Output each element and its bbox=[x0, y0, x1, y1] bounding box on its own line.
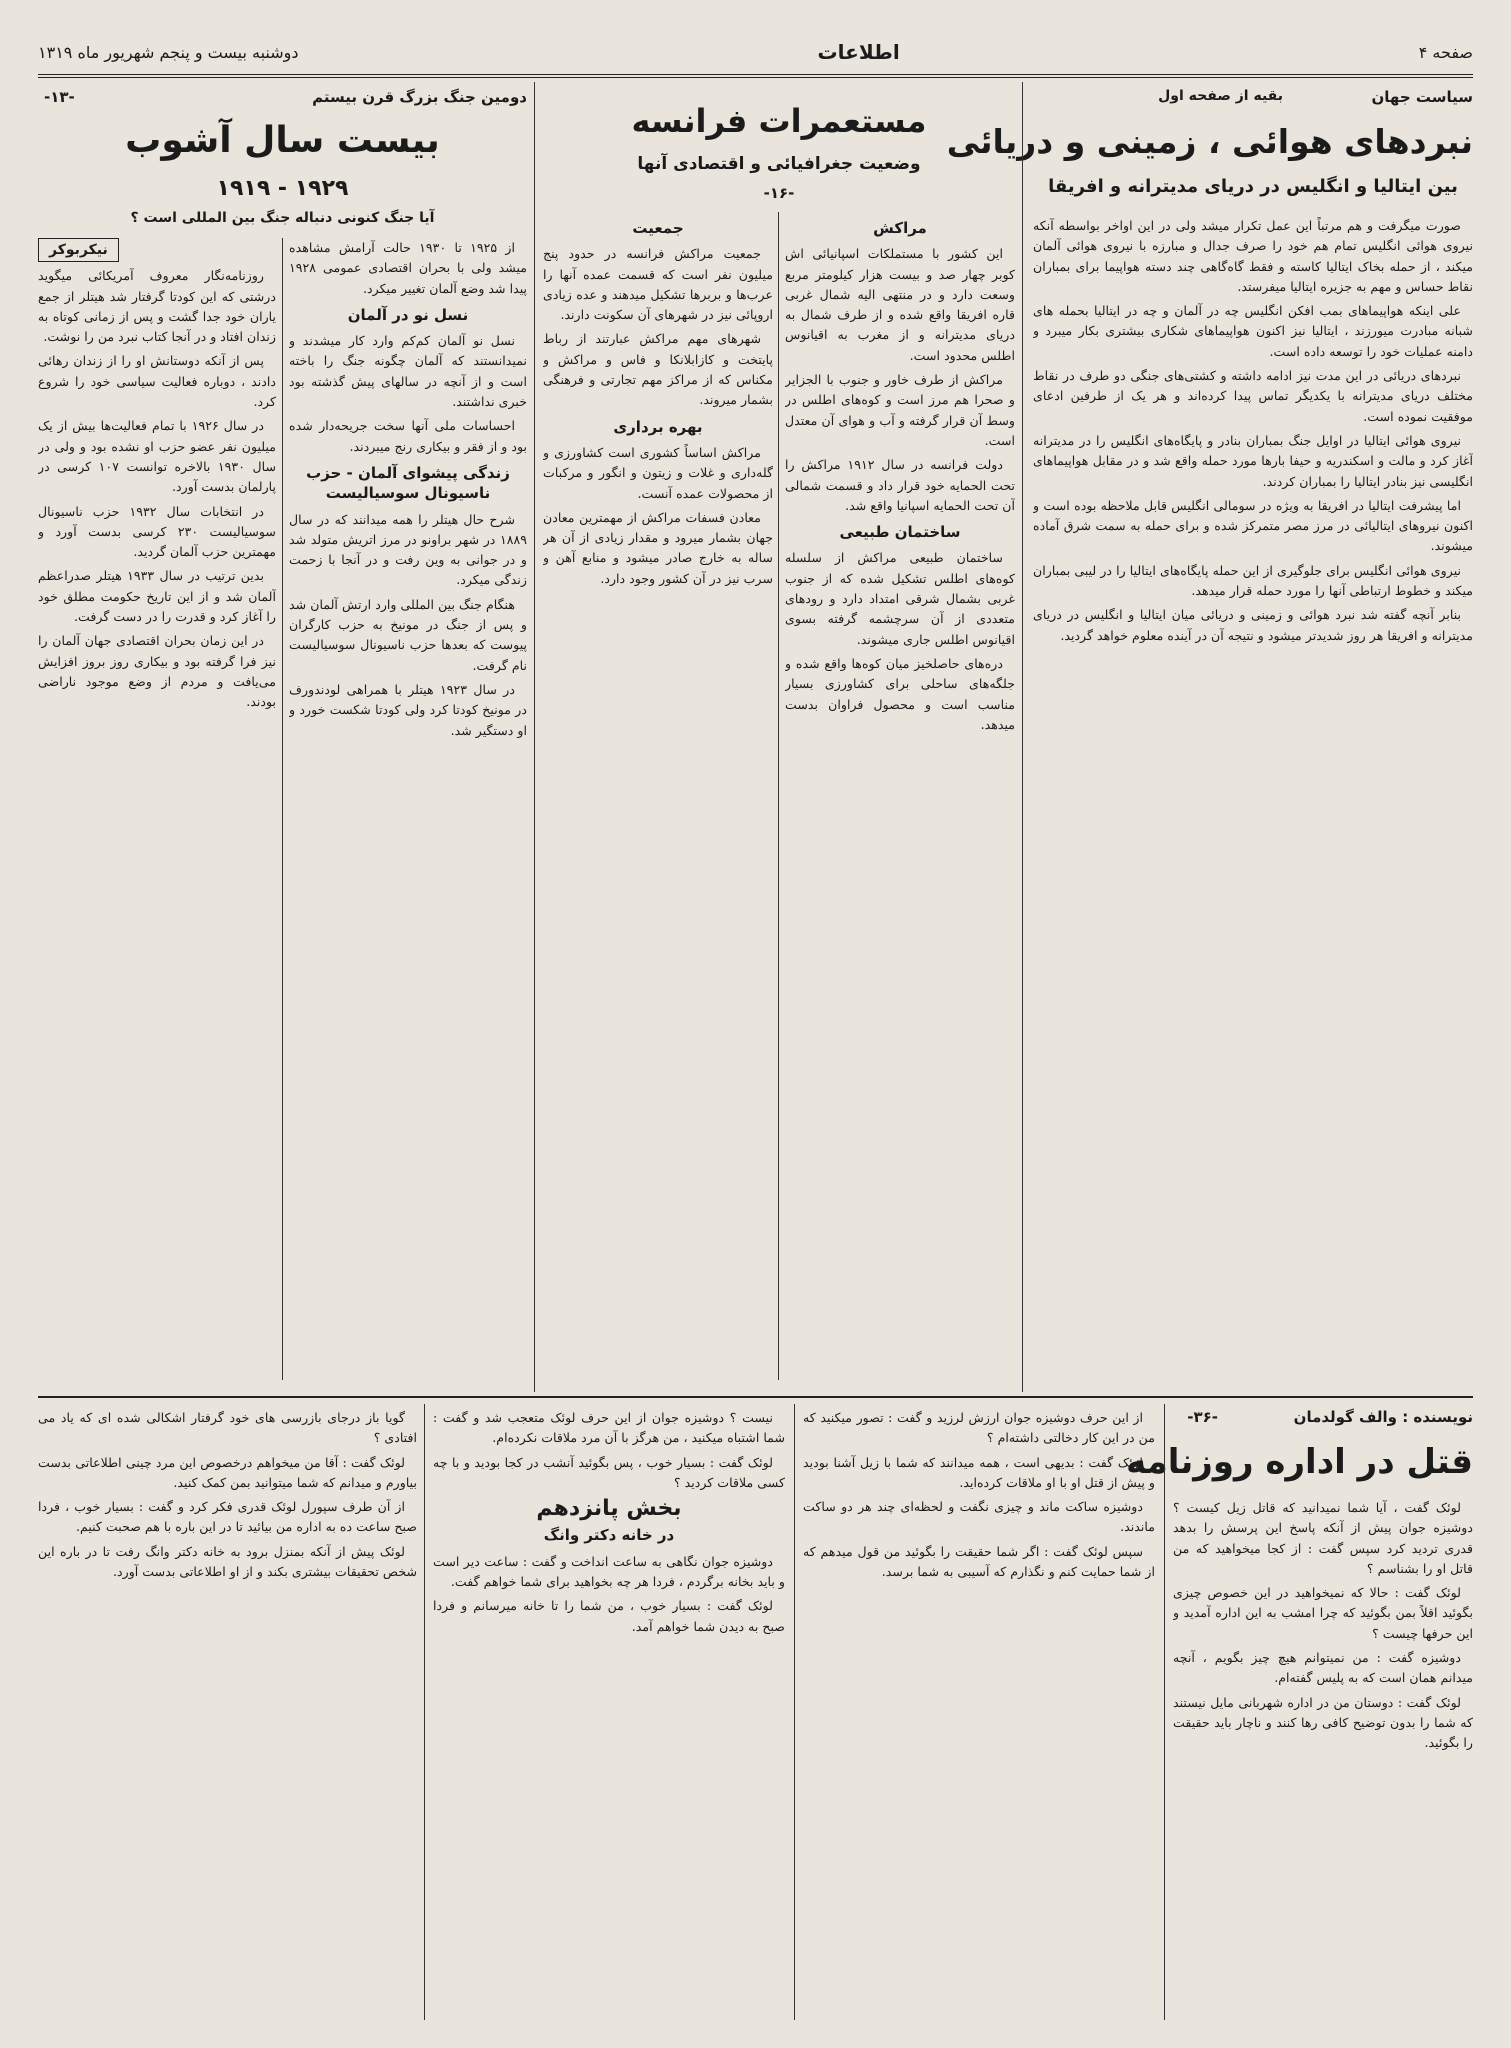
paragraph: نبردهای دریائی در این مدت نیز ادامه داشته و کشتی‌های جنگی دو طرف در نقاط مختلف دریای مدیترانه با یکدیگر تماس پیدا کرده‌اند و هر یک از طرفین ادعای موفقیت نموده است. bbox=[1033, 368, 1473, 424]
paragraph: روزنامه‌نگار معروف آمریکائی میگوید درشتی که این کودتا گرفتار شد هیتلر از جمع یاران خود جدا گشت و پس از زمانی کوتاه به زندان افتاد و در آنجا کتاب نبرد من را نوشت. bbox=[38, 268, 276, 345]
section-heading: زندگی پیشوای آلمان - حزب ناسیونال سوسیالیست bbox=[306, 463, 510, 503]
masthead bbox=[38, 30, 1473, 78]
serial-column-3 bbox=[433, 1408, 785, 2018]
paragraph: لوئک گفت : بدیهی است ، همه میدانند که شما با زیل آشنا بودید و پیش از قتل او با او ملاقات کرده‌اید. bbox=[803, 1454, 1155, 1490]
article-turmoil-b bbox=[38, 238, 276, 1380]
section-heading: نسل نو در آلمان bbox=[347, 305, 469, 324]
page-label: صفحه ۴ bbox=[1418, 42, 1473, 62]
article-turmoil-a bbox=[289, 238, 527, 1380]
paragraph: دره‌های حاصلخیز میان کوه‌ها واقع شده و جلگه‌های ساحلی برای کشاورزی بسیار مناسب است و محصول فراوان بدست میدهد. bbox=[785, 655, 1015, 732]
paragraph: شهرهای مهم مراکش عبارتند از رباط پایتخت و کازابلانکا و فاس و مراکش و مکناس که از مراکز مهم تجارتی و فرهنگی بشمار میروند. bbox=[543, 331, 773, 408]
years-heading: ۱۹۲۹ - ۱۹۱۹ bbox=[216, 176, 349, 201]
paragraph: لوئک گفت : آقا من میخواهم درخصوص این مرد چینی اطلاعاتی بدست بیاورم و میدانم که شما میتوانید بمن کمک کنید. bbox=[38, 1454, 417, 1490]
paper-name: اطلاعات bbox=[817, 40, 900, 64]
paragraph: از آن طرف سپورل لوئک قدری فکر کرد و گفت : بسیار خوب ، فردا صبح ساعت ده به اداره من بیائید تا در این باره با هم صحبت کنیم. bbox=[38, 1499, 417, 1535]
column-rule bbox=[424, 1404, 425, 2020]
paragraph: دوشیزه ساکت ماند و چیزی نگفت و لحظه‌ای چند هر دو ساکت ماندند. bbox=[803, 1499, 1155, 1535]
serial-headline: قتل در اداره روزنامه bbox=[1126, 1442, 1473, 1482]
section-heading: جمعیت bbox=[632, 219, 684, 237]
paragraph: در سال ۱۹۲۳ هیتلر با همراهی لودندورف در مونیخ کودتا کرد ولی کودتا شکست خورد و او دستگیر شد. bbox=[289, 681, 527, 738]
section-heading: مراکش bbox=[873, 219, 927, 237]
paragraph: نیروی هوائی ایتالیا در اوایل جنگ بمباران بنادر و پایگاه‌های انگلیس را در مدیترانه آغاز کرد و مالت و اسکندریه و حیفا بارها مورد حمله واقع شد و در مقابل هواپیماهای انگلیسی نیز بنادر ایتالیا را بمباران کردند. bbox=[1033, 432, 1473, 489]
serial-column-2 bbox=[803, 1408, 1155, 2018]
serial-authors: نویسنده : والف گولدمان bbox=[1293, 1408, 1473, 1426]
subheadline-colonies: وضعیت جغرافیائی و اقتصادی آنها bbox=[637, 154, 921, 174]
paragraph: شرح حال هیتلر را همه میدانند که در سال ۱۸۸۹ در شهر براونو در مرز اتریش متولد شد و در جوانی به وین رفت و در آنجا با زحمت زندگی میکرد. bbox=[289, 511, 527, 588]
article-colonies-b bbox=[543, 212, 773, 1380]
series-number: -۱۳- bbox=[44, 88, 75, 106]
paragraph: از ۱۹۲۵ تا ۱۹۳۰ حالت آرامش مشاهده میشد ولی با بحران اقتصادی عمومی ۱۹۲۸ پیدا شد وضع آلمان تغییر میکرد. bbox=[289, 240, 527, 296]
paragraph: ساختمان طبیعی مراکش از سلسله کوه‌های اطلس تشکیل شده که از جنوب غربی بشمال شرقی امتداد دارد و رودهای متعددی از آن سرچشمه گرفته بسوی اقیانوس اطلس جاری میشوند. bbox=[785, 550, 1015, 647]
paragraph: دولت فرانسه در سال ۱۹۱۲ مراکش را تحت الحمایه خود قرار داد و قسمت شمالی آن تحت الحمایه اسپانیا واقع شد. bbox=[785, 457, 1015, 513]
paragraph: نیست ؟ دوشیزه جوان از این حرف لوئک متعجب شد و گفت : شما اشتباه میکنید ، من هرگز با آن مرد ملاقات نکرده‌ام. bbox=[433, 1410, 785, 1446]
section-kicker: سیاست جهان bbox=[1371, 88, 1473, 106]
headline-battles: نبردهای هوائی ، زمینی و دریائی bbox=[946, 122, 1473, 161]
paragraph: لوئک گفت ، آیا شما نمیدانید که قاتل زیل کیست ؟ دوشیزه جوان پیش از آنکه پاسخ این پرسش را بدهد قدری تردید کرد سپس گفت : از کجا میخواهید که من قاتل او را بشناسم ؟ bbox=[1173, 1500, 1473, 1576]
paragraph: جمعیت مراکش فرانسه در حدود پنج میلیون نفر است که قسمت عمده آنها را عرب‌ها و بربرها تشکیل میدهند و عده زیادی اروپائی نیز در شهرهای آن سکونت دارند. bbox=[543, 246, 773, 323]
paragraph: دوشیزه جوان نگاهی به ساعت انداخت و گفت : ساعت دیر است و باید بخانه برگردم ، فردا هر چه بخواهید برای شما خواهم گفت. bbox=[433, 1553, 785, 1590]
column-rule bbox=[794, 1404, 795, 2020]
paragraph: در این زمان بحران اقتصادی جهان آلمان را نیز فرا گرفته بود و بیکاری روز بروز افزایش می‌یافت و مردم از وضع موجود ناراضی بودند. bbox=[38, 633, 276, 710]
issue-date: دوشنبه بیست و پنجم شهریور ماه ۱۳۱۹ bbox=[38, 42, 299, 62]
paragraph: لوئک پیش از آنکه بمنزل برود به خانه دکتر وانگ رفت تا در باره این شخص تحقیقات بیشتری بکند و از او اطلاعاتی بدست آورد. bbox=[38, 1543, 417, 1580]
paragraph: لوئک گفت : دوستان من در اداره شهربانی مایل نیستند که شما را بدون توضیح کافی رها کنند و ناچار باید حقیقت را بگوئید. bbox=[1173, 1694, 1473, 1751]
chapter-subtitle: در خانه دکتر وانگ bbox=[543, 1526, 675, 1545]
section-heading: ساختمان طبیعی bbox=[839, 523, 961, 542]
subheadline-battles: بین ایتالیا و انگلیس در دریای مدیترانه و افریقا bbox=[1048, 176, 1458, 197]
paragraph: بدین ترتیب در سال ۱۹۳۳ هیتلر صدراعظم آلمان شد و از این تاریخ حکومت مطلق خود را آغاز کرد و قدرت را در دست گرفت. bbox=[38, 568, 276, 625]
headline-turmoil: بیست سال آشوب bbox=[125, 120, 440, 161]
section-divider bbox=[38, 1396, 1473, 1398]
paragraph: بنابر آنچه گفته شد نبرد هوائی و زمینی و دریائی میان ایتالیا و انگلیس در دریای مدیترانه و افریقا هر روز شدیدتر میشود و نتیجه آن در آینده معلوم خواهد گردید. bbox=[1033, 607, 1473, 643]
paragraph: نیروی هوائی انگلیس برای جلوگیری از این حمله پایگاه‌های ایتالیا را در لیبی بمباران میکند و خطوط ارتباطی آنها را مورد حمله قرار میدهد. bbox=[1033, 562, 1473, 599]
paragraph: احساسات ملی آنها سخت جریحه‌دار شده بود و از فقر و بیکاری رنج میبردند. bbox=[289, 418, 527, 454]
serial-column-1 bbox=[1173, 1498, 1473, 2018]
chapter-title: بخش پانزدهم bbox=[536, 1496, 682, 1522]
paragraph: اما پیشرفت ایتالیا در افریقا به ویژه در سومالی انگلیس قابل ملاحظه بوده است و اکنون نیروهای ایتالیائی در مرز مصر متمرکز شده و برای حمله به سمت شرق آماده میشوند. bbox=[1033, 497, 1473, 554]
paragraph: گویا باز درجای بازرسی های خود گرفتار اشکالی شده ای که یاد می افتادی ؟ bbox=[38, 1410, 417, 1446]
paragraph: لوئک گفت : بسیار خوب ، پس بگوئید آنشب در کجا بودید و با چه کسی ملاقات کردید ؟ bbox=[433, 1454, 785, 1490]
paragraph: علی اینکه هواپیماهای بمب افکن انگلیس چه در آلمان و چه در ایتالیا بحمله های شبانه مبادرت میورزند ، ایتالیا نیز اکنون هواپیماهای شکاری بیشتری بکار میبرد و دامنه عملیات خود را توسعه داده است. bbox=[1033, 303, 1473, 359]
paragraph: معادن فسفات مراکش از مهمترین معادن جهان بشمار میرود و مقدار زیادی از آن هر ساله به خارج صادر میشود و منابع آهن و سرب نیز در آن کشور وجود دارد. bbox=[543, 509, 773, 586]
paragraph: هنگام جنگ بین المللی وارد ارتش آلمان شد و پس از جنگ در مونیخ به حزب کارگران پیوست که بعدها حزب ناسیونال سوسیالیست نام گرفت. bbox=[289, 596, 527, 673]
paragraph: این کشور با مستملکات اسپانیائی اش کوبر چهار صد و بیست هزار کیلومتر مربع وسعت دارد و در منتهی الیه شمال غربی قاره افریقا واقع شده و از طرف شمال به دریای مدیترانه و از مغرب به اقیانوس اطلس محدود است. bbox=[785, 246, 1015, 363]
headline-colonies: مستعمرات فرانسه bbox=[631, 102, 927, 140]
paragraph: از این حرف دوشیزه جوان ارزش لرزید و گفت : تصور میکنید که من در این کار دخالتی داشته‌ام ؟ bbox=[803, 1410, 1155, 1446]
paragraph: نسل نو آلمان کم‌کم وارد کار میشدند و نمیدانستند که آلمان چگونه جنگ را باخته است و از آنچه در سالهای پیش گذشته بود خبری نداشتند. bbox=[289, 333, 527, 410]
continued-label: بقیه از صفحه اول bbox=[1158, 88, 1283, 104]
article-battles bbox=[1033, 216, 1473, 1380]
series-number: -۱۶- bbox=[763, 184, 795, 202]
series-kicker: دومین جنگ بزرگ قرن بیستم bbox=[312, 88, 527, 106]
paragraph: در سال ۱۹۲۶ با تمام فعالیت‌ها بیش از یک میلیون نفر عضو حزب او نشده بود و ولی در سال ۱۹۳۰ بالاخره توانست ۱۰۷ کرسی در پارلمان بدست آورد. bbox=[38, 418, 276, 495]
question-heading: آیا جنگ کنونی دنباله جنگ بین المللی است ؟ bbox=[130, 210, 435, 226]
article-colonies-a bbox=[785, 212, 1015, 1380]
serial-column-4 bbox=[38, 1408, 417, 2018]
paragraph: پس از آنکه دوستانش او را از زندان رهائی دادند ، دوباره فعالیت سیاسی خود را شروع کرد. bbox=[38, 353, 276, 410]
paragraph: لوئک گفت : حالا که نمیخواهید در این خصوص چیزی بگوئید اقلاً بمن بگوئید که چرا امشب به این اداره آمدید و این حرفها چیست ؟ bbox=[1173, 1585, 1473, 1641]
paragraph: صورت میگرفت و هم مرتباً این عمل تکرار میشد ولی در این اواخر بواسطه آنکه نیروی هوائی انگلیس تمام هم خود را صرف جدال و مبارزه با نیروی هوائی آلمان میکند ، از حمله بخاک ایتالیا کاسته و فقط گاه‌گاهی چند دسته هواپیما برای بمباران نقاط حساس و مهم به جزیره ایتالیا میفرستد. bbox=[1033, 218, 1473, 294]
section-heading: بهره برداری bbox=[613, 417, 703, 436]
column-rule bbox=[534, 82, 535, 1392]
author-label: نیکربوکر bbox=[38, 238, 119, 262]
paragraph: مراکش از طرف خاور و جنوب با الجزایر و صحرا هم مرز است و کوه‌های اطلس در وسط آن قرار گرفته و آب و هوای آن معتدل است. bbox=[785, 372, 1015, 448]
paragraph: در انتخابات سال ۱۹۳۲ حزب ناسیونال سوسیالیست ۲۳۰ کرسی بدست آورد و مهمترین حزب آلمان گردید. bbox=[38, 503, 276, 560]
newspaper-page bbox=[38, 30, 1473, 2020]
paragraph: لوئک گفت : بسیار خوب ، من شما را تا خانه میرسانم و فردا صبح به دیدن شما خواهم آمد. bbox=[433, 1598, 785, 1634]
paragraph: دوشیزه گفت : من نمیتوانم هیچ چیز بگویم ، آنچه میدانم همان است که به پلیس گفته‌ام. bbox=[1173, 1650, 1473, 1686]
paragraph: مراکش اساساً کشوری است کشاورزی و گله‌داری و غلات و زیتون و انگور و مرکبات از محصولات عمده آنست. bbox=[543, 444, 773, 501]
column-rule bbox=[778, 212, 779, 1380]
serial-number: -۳۶- bbox=[1187, 1408, 1218, 1426]
column-rule bbox=[1022, 82, 1023, 1392]
column-rule bbox=[282, 238, 283, 1380]
paragraph: سپس لوئک گفت : اگر شما حقیقت را بگوئید من قول میدهم که از شما حمایت کنم و نگذارم که آسیبی به شما برسد. bbox=[803, 1543, 1155, 1580]
column-rule bbox=[1164, 1404, 1165, 2020]
